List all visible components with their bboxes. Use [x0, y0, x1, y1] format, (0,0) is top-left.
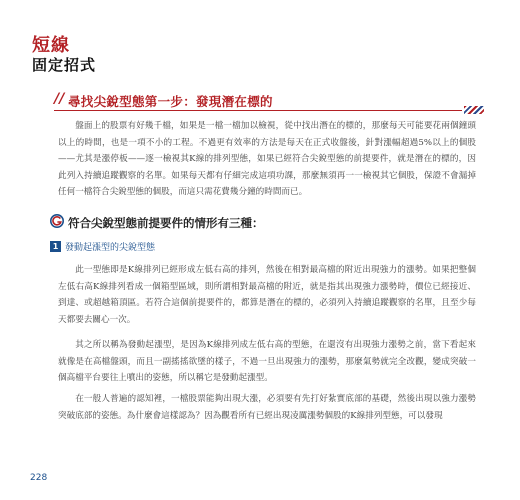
section-heading-1: [54, 90, 484, 112]
paragraph-3: 其之所以稱為發動起漲型，是因為K線排列成左低右高的型態，在還沒有出現強力漲勢之前，當下看起來就像是在高檔盤頭，而且一副搖搖欲墜的樣子，不過一旦出現強力的漲勢，那麼氣勢就完全改觀，變成突破一個高檔平台要往上噴出的姿態，所以稱它是發動起漲型。: [58, 340, 476, 384]
g-emblem-icon: [50, 214, 64, 228]
section-underline: [54, 110, 462, 112]
subsection-number-badge: 1: [50, 241, 61, 252]
stripe-decoration-icon: [464, 106, 484, 114]
chapter-subtitle: 固定招式: [32, 56, 97, 74]
chapter-header: [32, 36, 96, 74]
page-number: 228: [30, 473, 48, 483]
paragraph-4: 在一般人普遍的認知裡，一檔股票能夠出現大漲，必須要有先打好紮實底部的基礎，然後出現以強力漲勢突破底部的姿態。為什麼會這樣認為？因為觀看所有已經出現凌厲漲勢個股的K線排列型態，可以發現: [58, 394, 476, 421]
section-title-1: 尋找尖銳型態第一步：發現潛在標的: [68, 94, 273, 109]
paragraph-2: 此一型態即是K線排列已經形成左低右高的排列，然後在相對最高檔的附近出現強力的漲勢。如果把整個左低右高K線排列看成一個箱型區域，則所謂相對最高檔的附近，就是指其出現強力漲勢時，價位已經接近、到達、或超越箱頂區。若符合這個前提要件的，都算是潛在的標的，必須列入持續追蹤觀察的名單，且至少每天都要去關心一次。: [58, 265, 476, 325]
chapter-category: 短線: [32, 35, 70, 56]
subsection-label: 發動起漲型的尖銳型態: [65, 243, 156, 253]
slash-marker-icon: //: [54, 91, 65, 107]
paragraph-1: 盤面上的股票有好幾千檔，如果是一檔一檔加以檢視，從中找出潛在的標的，那麼每天可能要花兩個鐘頭以上的時間，也是一項不小的工程。不過更有效率的方法是每天在正式收盤後，針對漲幅超過5%以上的個股——尤其是漲停板——逐一檢視其K線的排列型態，如果已經符合尖銳型態的前提要件，就是潛在的標的，因此列入持續追蹤觀察的名單。如果每天都有仔細完成這項功課，那麼無須再一一檢視其它個股，保證不會漏掉任何一檔符合尖銳型態的個股，而這只需花費幾分鐘的時間而已。: [58, 121, 476, 198]
section-title-2: 符合尖銳型態前提要件的情形有三種：: [68, 216, 264, 230]
